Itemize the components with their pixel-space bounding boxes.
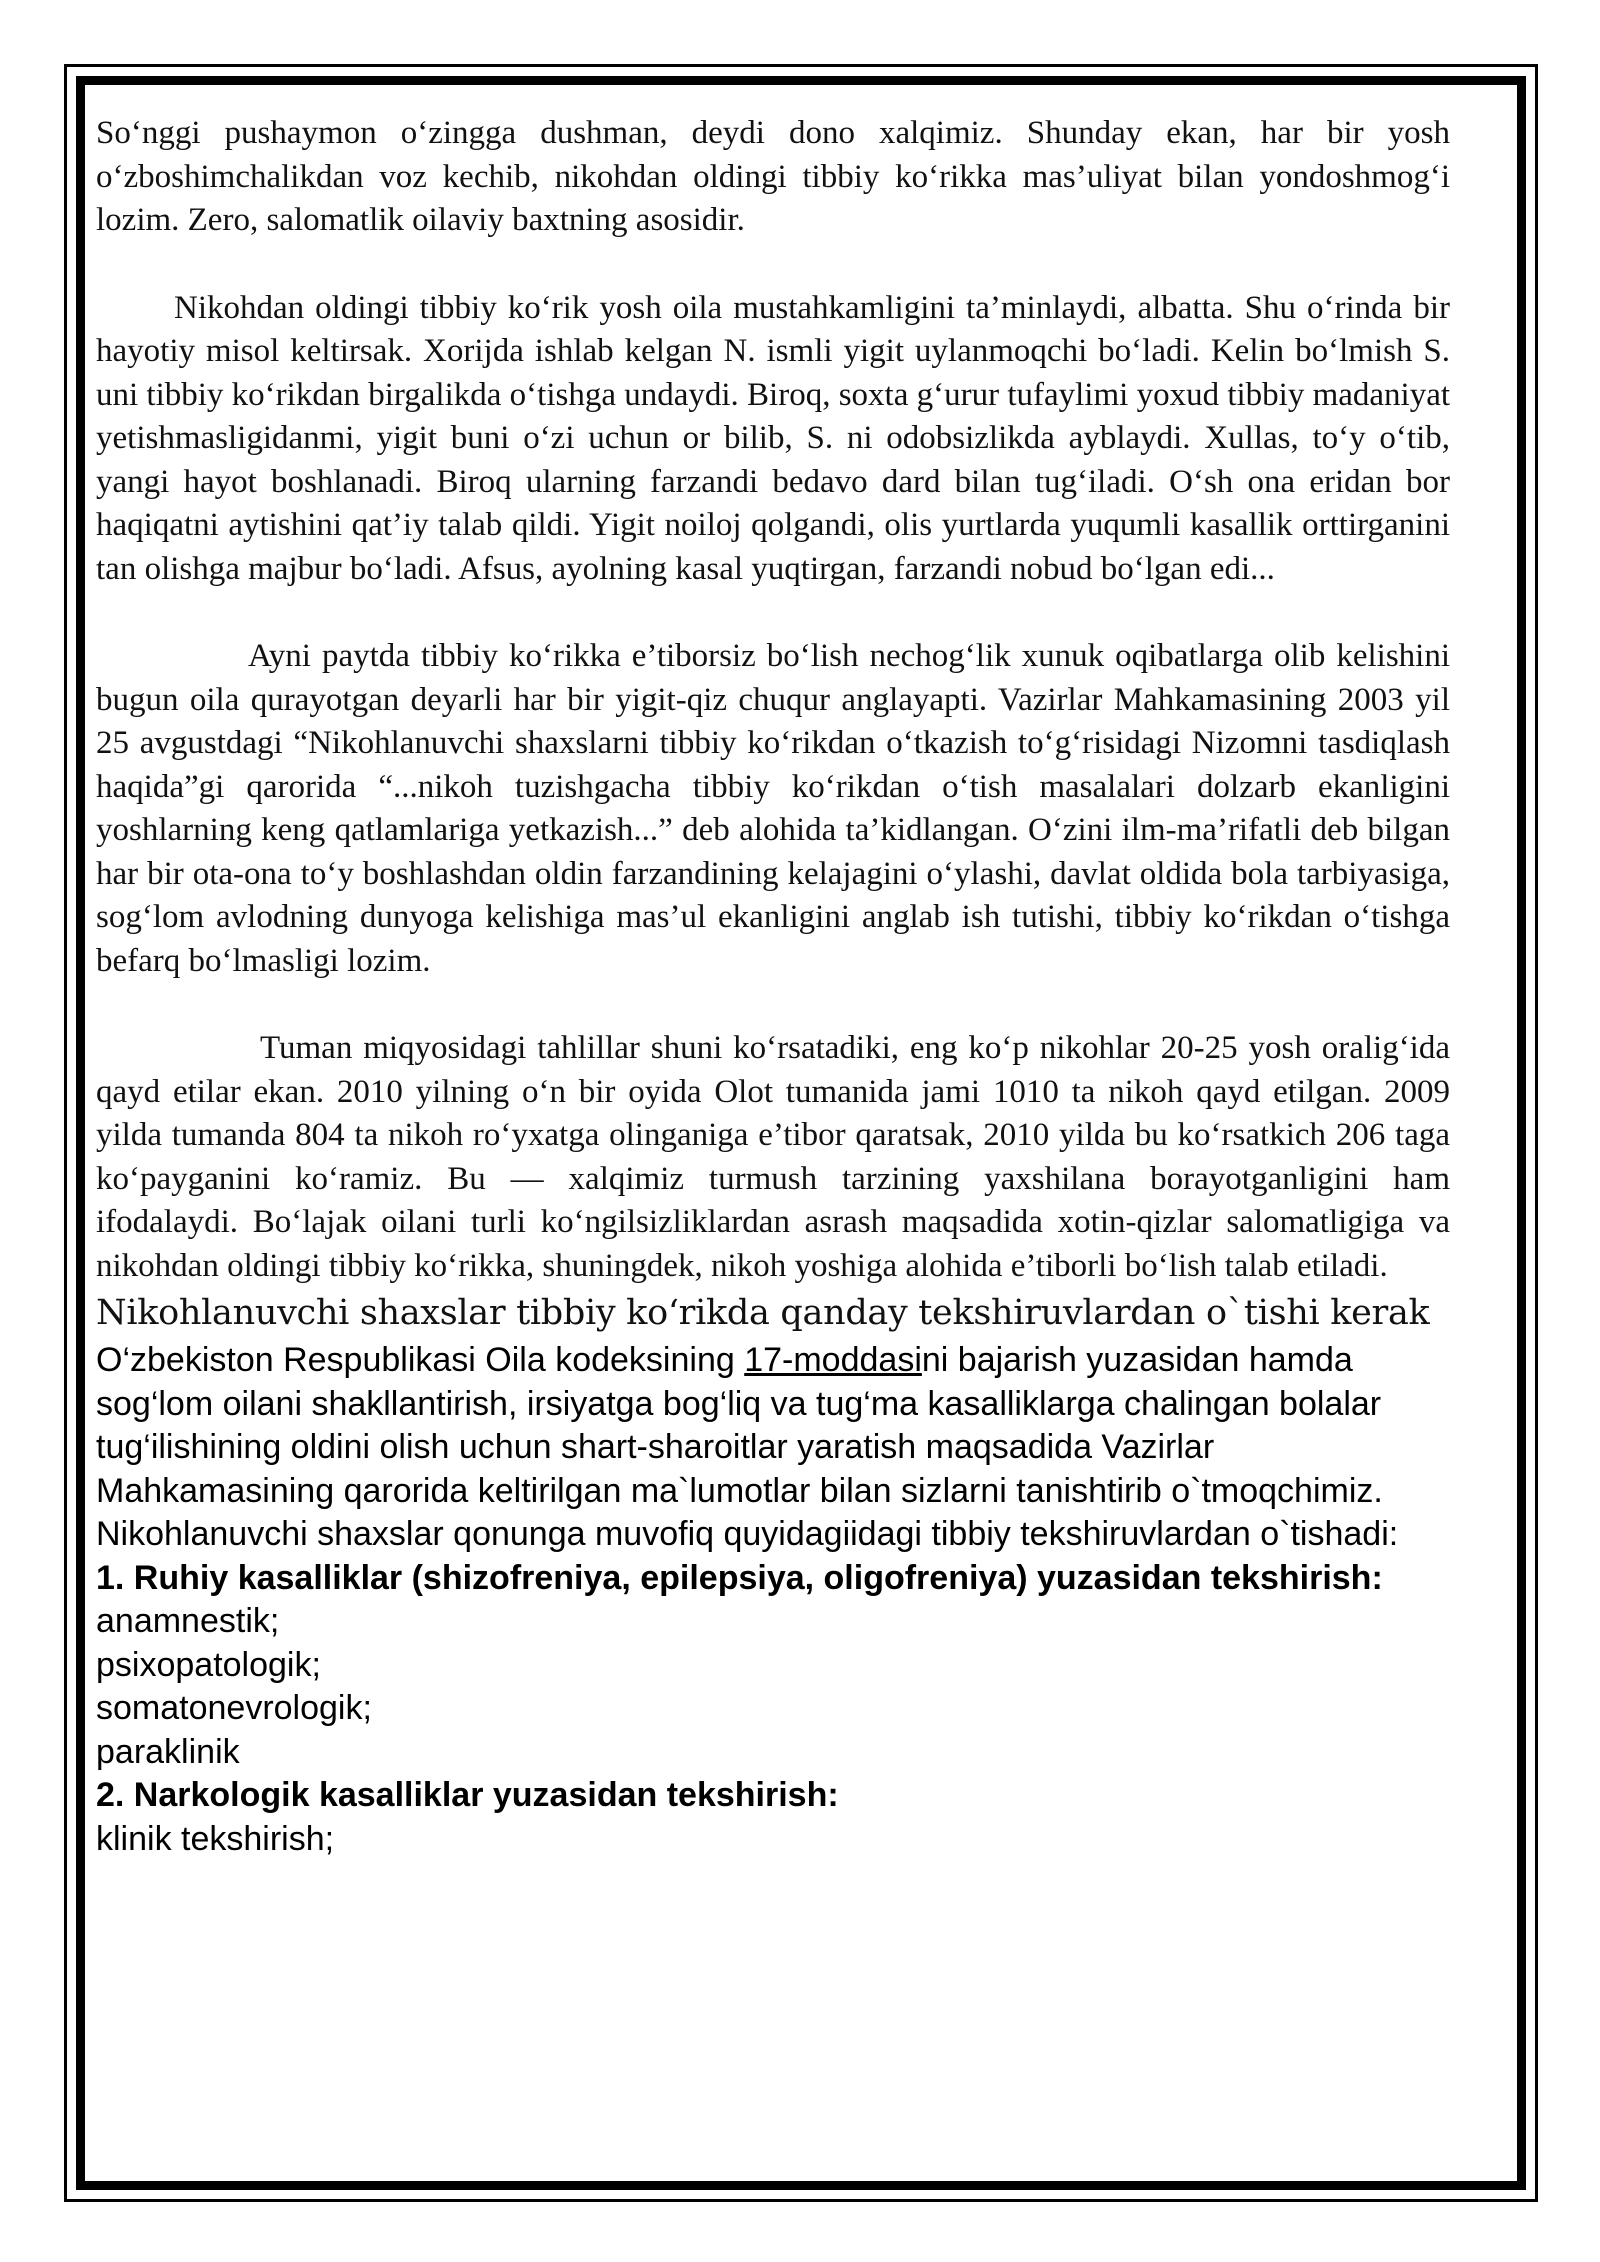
list-item: klinik tekshirish; bbox=[96, 1819, 335, 1858]
paragraph-regulation: Ayni paytda tibbiy ko‘rikka e’tiborsiz bo‘lish nechog‘lik xunuk oqibatlarga olib kelishini bugun oila qurayotgan deyarli har bir yigit-qiz chuqur anglayapti. Vazirlar Mahkamasining 2003 yil 25 avgustdagi “Nikohlanuvchi shaxslarni tibbiy ko‘rikdan o‘tkazish to‘g‘risidagi Nizomni tasdiqlash haqida”gi qarorida “...nikoh tuzishgacha tibbiy ko‘rikdan o‘tish masalalari dolzarb ekanligini yoshlarning keng qatlamlariga yetkazish...” deb alohida ta’kidlangan. O‘zini ilm-ma’rifatli deb bilgan har bir ota-ona to‘y boshlashdan oldin farzandining kelajagini o‘ylashi, davlat oldida bola tarbiyasiga, sog‘lom avlodning dunyoga kelishiga mas’ul ekanligini anglab ish tutishi, tibbiy ko‘rikdan o‘tishga befarq bo‘lmasligi lozim. bbox=[96, 638, 1450, 979]
paragraph-example: Nikohdan oldingi tibbiy ko‘rik yosh oila mustahkamligini ta’minlaydi, albatta. Shu o‘rinda bir hayotiy misol keltirsak. Xorijda ishlab kelgan N. ismli yigit uylanmoqchi bo‘ladi. Kelin bo‘lmish S. uni tibbiy ko‘rikdan birgalikda o‘tishga undaydi. Biroq, soxta g‘urur tufaylimi yoxud tibbiy madaniyat yetishmasligidanmi, yigit buni o‘zi uchun or bilib, S. ni odobsizlikda ayblaydi. Xullas, to‘y o‘tib, yangi hayot boshlanadi. Biroq ularning farzandi bedavo dard bilan tug‘iladi. O‘sh ona eridan bor haqiqatni aytishini qat’iy talab qildi. Yigit noiloj qolgandi, olis yurtlarda yuqumli kasallik orttirganini tan olishga majbur bo‘ladi. Afsus, ayolning kasal yuqtirgan, farzandi nobud bo‘lgan edi... bbox=[96, 289, 1451, 587]
intro-text-start: O‘zbekiston Respublikasi Oila kodeksining bbox=[96, 1341, 745, 1379]
list-item: somatonevrologik; bbox=[96, 1689, 372, 1727]
list-item: anamnestik; bbox=[96, 1602, 280, 1640]
section-1-list bbox=[96, 1600, 1450, 1774]
paragraph-intro: So‘nggi pushaymon o‘zingga dushman, deydi dono xalqimiz. Shunday ekan, har bir yosh o‘zboshimchalikdan voz kechib, nikohdan oldingi tibbiy ko‘rikka mas’uliyat bilan yondoshmog‘i lozim. Zero, salomatlik oilaviy baxtning asosidir. bbox=[96, 115, 1450, 238]
article-17-link[interactable]: 17-moddasi bbox=[744, 1341, 922, 1379]
list-item: paraklinik bbox=[96, 1732, 240, 1771]
intro-text bbox=[96, 1339, 1450, 1557]
paragraph-statistics: Tuman miqyosidagi tahlillar shuni ko‘rsatadiki, eng ko‘p nikohlar 20-25 yosh oralig‘ida qayd etilar ekan. 2010 yilning o‘n bir oyida Olot tumanida jami 1010 ta nikoh qayd etilgan. 2009 yilda tumanda 804 ta nikoh ro‘yxatga olinganiga e’tibor qaratsak, 2010 yilda bu ko‘rsatkich 206 taga ko‘payganini ko‘ramiz. Bu — xalqimiz turmush tarzining yaxshilana borayotganligini ham ifodalaydi. Bo‘lajak oilani turli ko‘ngilsizliklardan asrash maqsadida xotin-qizlar salomatligiga va nikohdan oldingi tibbiy ko‘rikka, shuningdek, nikoh yoshiga alohida e’tiborli bo‘lish talab etiladi. bbox=[96, 1030, 1450, 1284]
intro-text-end: ni bajarish yuzasidan hamda sog‘lom oilani shakllantirish, irsiyatga bog‘liq va tug‘ma kasalliklarga chalingan bolalar tug‘ilishining oldini olish uchun shart-sharoitlar yaratish maqsadida Vazirlar Mahkamasining qarorida keltirilgan ma`lumotlar bilan sizlarni tanishtirib o`tmoqchimiz. Nikohlanuvchi shaxslar qonunga muvofiq quyidagiidagi tibbiy tekshiruvlardan o`tishadi: bbox=[96, 1341, 1399, 1553]
list-item: psixopatologik; bbox=[96, 1645, 321, 1684]
section-2-list bbox=[96, 1818, 1450, 1862]
document-body bbox=[96, 112, 1450, 1861]
section-2-title: 2. Narkologik kasalliklar yuzasidan tekshirish: bbox=[96, 1776, 839, 1814]
section-1-title: 1. Ruhiy kasalliklar (shizofreniya, epilepsiya, oligofreniya) yuzasidan tekshirish: bbox=[96, 1558, 1383, 1597]
section-heading: Nikohlanuvchi shaxslar tibbiy ko‘rikda qanday tekshiruvlardan o`tishi kerak bbox=[96, 1293, 1430, 1333]
